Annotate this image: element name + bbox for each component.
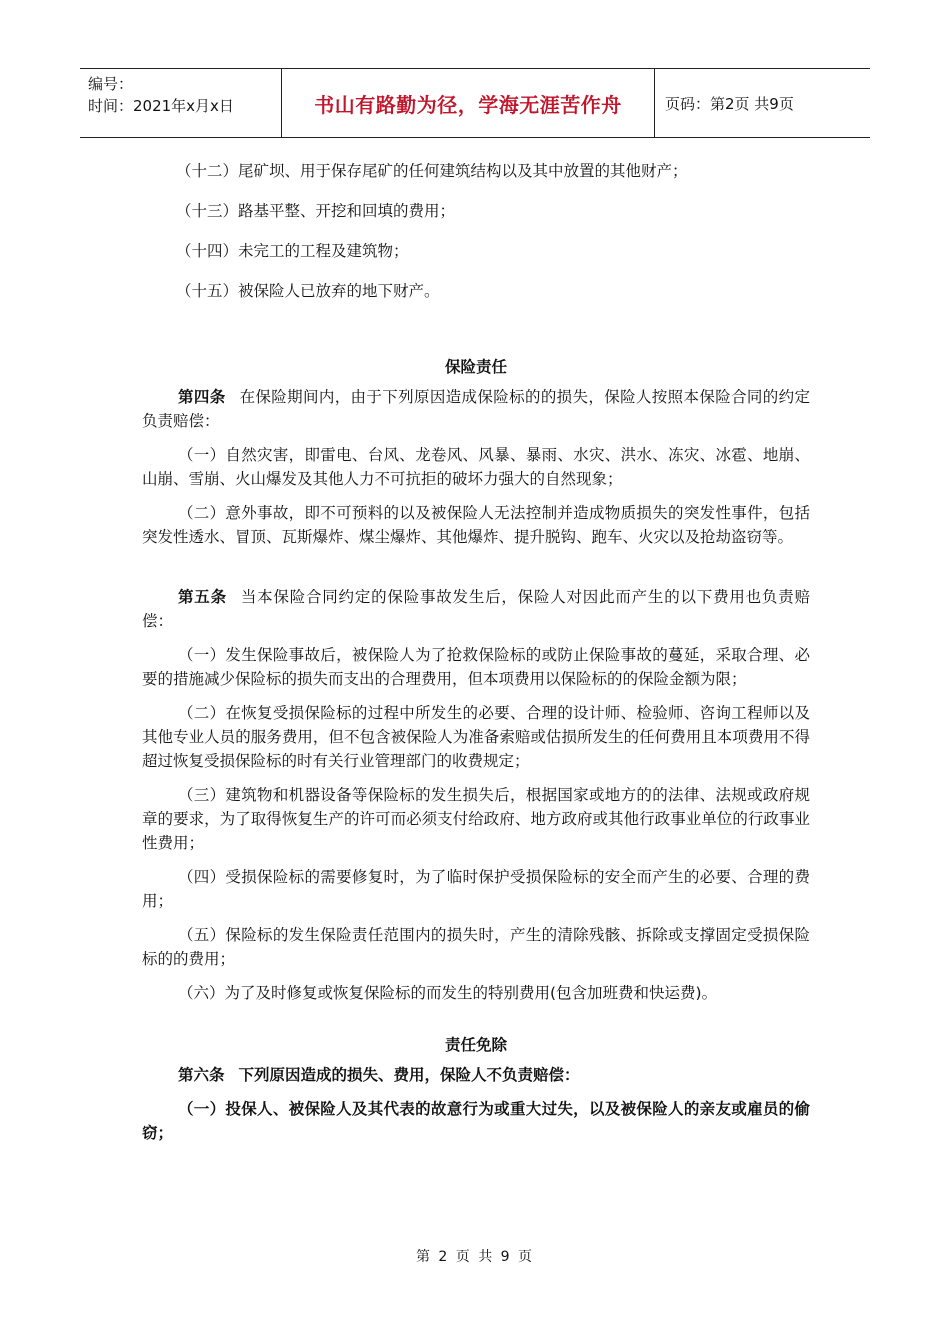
spacer (142, 559, 810, 585)
article-5-item-5: （五）保险标的发生保险责任范围内的损失时，产生的清除残骸、拆除或支撑固定受损保险标的的费用； (142, 926, 810, 968)
list-item: （十二）尾矿坝、用于保存尾矿的任何建筑结构以及其中放置的其他财产； (176, 162, 688, 180)
article-6-text: 下列原因造成的损失、费用，保险人不负责赔偿： (238, 1066, 580, 1084)
article-4-label: 第四条 (178, 388, 226, 406)
code-label: 编号： (88, 75, 134, 93)
article-5-item-6: （六）为了及时修复或恢复保险标的而发生的特别费用(包含加班费和快运费)。 (178, 984, 718, 1002)
time-label: 时间：2021年x月x日 (88, 97, 234, 115)
section-heading-exclusions: 责任免除 (444, 1036, 507, 1054)
list-item: （十五）被保险人已放弃的地下财产。 (176, 282, 440, 300)
article-5-text: 当本保险合同约定的保险事故发生后，保险人对因此而产生的以下费用也负责赔偿： (142, 588, 810, 630)
article-5-label: 第五条 (178, 588, 227, 606)
header-motto: 书山有路勤为径，学海无涯苦作舟 (282, 69, 655, 137)
article-4-text: 在保险期间内，由于下列原因造成保险标的的损失，保险人按照本保险合同的约定负责赔偿： (142, 388, 810, 430)
article-5-item-2: （二）在恢复受损保险标的过程中所发生的必要、合理的设计师、检验师、咨询工程师以及其他专业人员的服务费用，但不包含被保险人为准备索赔或估损所发生的任何费用且本项费用不得超过恢复受损保险标的时有关行业管理部门的收费规定； (142, 704, 810, 770)
article-4-item-2: （二）意外事故，即不可预料的以及被保险人无法控制并造成物质损失的突发性事件，包括突发性透水、冒顶、瓦斯爆炸、煤尘爆炸、其他爆炸、提升脱钩、跑车、火灾以及抢劫盗窃等。 (142, 504, 810, 546)
article-5 (142, 585, 810, 633)
article-5-item-3: （三）建筑物和机器设备等保险标的发生损失后，根据国家或地方的的法律、法规或政府规章的要求，为了取得恢复生产的许可而必须支付给政府、地方政府或其他行政事业单位的行政事业性费用； (142, 786, 810, 852)
article-6 (142, 1063, 810, 1087)
article-5-item-1: （一）发生保险事故后，被保险人为了抢救保险标的或防止保险事故的蔓延，采取合理、必要的措施减少保险标的损失而支出的合理费用，但本项费用以保险标的的保险金额为限； (142, 646, 810, 688)
header-meta (80, 69, 282, 137)
page-footer: 第 2 页 共 9 页 (415, 1249, 535, 1265)
page-header (80, 68, 870, 138)
article-6-item-1: （一）投保人、被保险人及其代表的故意行为或重大过失，以及被保险人的亲友或雇员的偷窃； (142, 1100, 810, 1142)
section-heading-liability: 保险责任 (444, 358, 507, 376)
article-4-item-1: （一）自然灾害，即雷电、台风、龙卷风、风暴、暴雨、水灾、洪水、冻灾、冰雹、地崩、山崩、雪崩、火山爆发及其他人力不可抗拒的破坏力强大的自然现象； (142, 446, 810, 488)
document-body (142, 155, 810, 1155)
article-6-label: 第六条 (178, 1066, 225, 1084)
header-page-label: 页码：第2页 共9页 (665, 94, 794, 113)
article-5-item-4: （四）受损保险标的需要修复时，为了临时保护受损保险标的安全而产生的必要、合理的费用； (142, 868, 810, 910)
list-item: （十四）未完工的工程及建筑物； (176, 242, 409, 260)
article-4 (142, 385, 810, 433)
list-item: （十三）路基平整、开挖和回填的费用； (176, 202, 456, 220)
